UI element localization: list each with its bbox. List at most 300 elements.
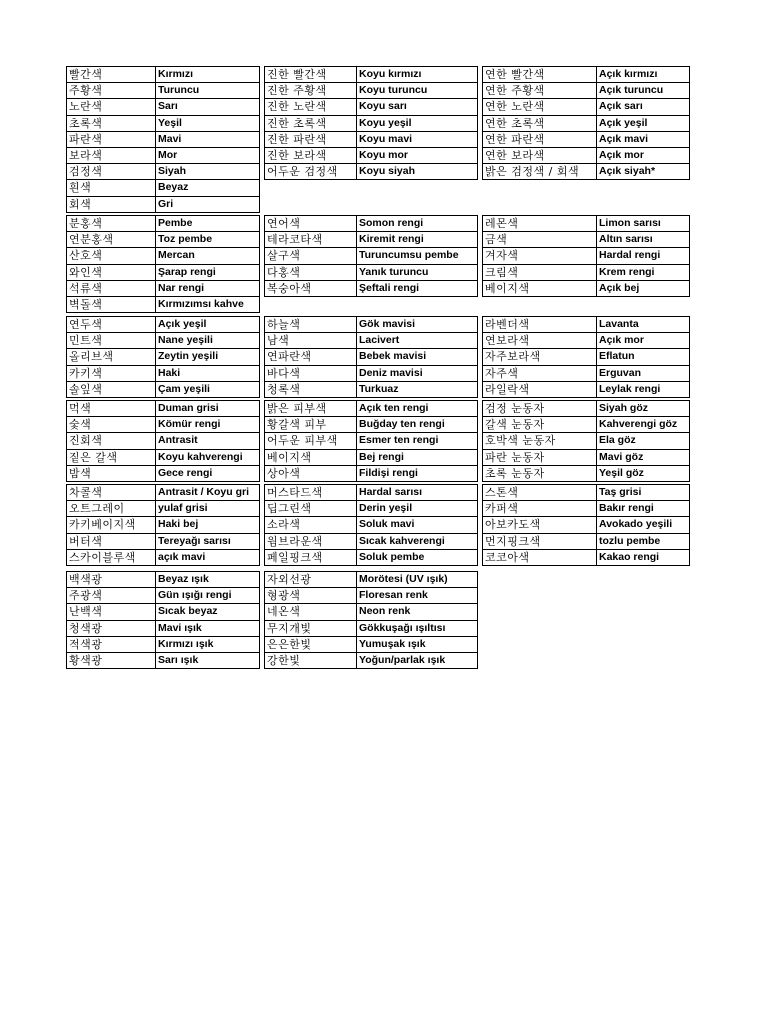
korean-term: 청록색 xyxy=(265,381,357,397)
table-row xyxy=(67,549,260,565)
korean-term: 겨자색 xyxy=(483,248,597,264)
table-row xyxy=(483,517,690,533)
korean-term: 주황색 xyxy=(67,83,156,99)
vocab-table-2-3 xyxy=(482,215,690,297)
korean-term: 분홍색 xyxy=(67,216,156,232)
table-row xyxy=(67,264,260,280)
korean-term: 갈색 눈동자 xyxy=(483,417,597,433)
table-row xyxy=(67,620,260,636)
korean-term: 진회색 xyxy=(67,433,156,449)
turkish-translation: Gece rengi xyxy=(156,465,260,481)
korean-term: 석류색 xyxy=(67,280,156,296)
korean-term: 어두운 피부색 xyxy=(265,433,357,449)
table-row xyxy=(265,604,478,620)
table-row xyxy=(67,433,260,449)
turkish-translation: Sarı ışık xyxy=(156,652,260,668)
korean-term: 상아색 xyxy=(265,465,357,481)
korean-term: 짙은 갈색 xyxy=(67,449,156,465)
table-row xyxy=(483,147,690,163)
table-row xyxy=(67,652,260,668)
table-row xyxy=(265,636,478,652)
table-row xyxy=(67,381,260,397)
turkish-translation: Nar rengi xyxy=(156,280,260,296)
table-row xyxy=(67,115,260,131)
turkish-translation: Açık siyah* xyxy=(597,164,690,180)
table-row xyxy=(483,333,690,349)
korean-term: 연한 주황색 xyxy=(483,83,597,99)
table-row xyxy=(483,99,690,115)
table-row xyxy=(483,232,690,248)
table-row xyxy=(483,216,690,232)
table-row xyxy=(483,401,690,417)
turkish-translation: Koyu siyah xyxy=(357,164,478,180)
korean-term: 버터색 xyxy=(67,533,156,549)
korean-term: 황갈색 피부 xyxy=(265,417,357,433)
korean-term: 형광색 xyxy=(265,588,357,604)
korean-term: 라벤더색 xyxy=(483,317,597,333)
turkish-translation: Neon renk xyxy=(357,604,478,620)
table-row xyxy=(67,485,260,501)
vocab-table-1-1 xyxy=(66,66,260,213)
vocab-table-1-2 xyxy=(264,66,478,180)
korean-term: 머스타드색 xyxy=(265,485,357,501)
turkish-translation: Mavi göz xyxy=(597,449,690,465)
table-row xyxy=(483,533,690,549)
table-row xyxy=(67,99,260,115)
turkish-translation: Çam yeşili xyxy=(156,381,260,397)
table-row xyxy=(67,216,260,232)
turkish-translation: Somon rengi xyxy=(357,216,478,232)
korean-term: 와인색 xyxy=(67,264,156,280)
turkish-translation: Sıcak beyaz xyxy=(156,604,260,620)
korean-term: 진한 빨간색 xyxy=(265,67,357,83)
turkish-translation: Kakao rengi xyxy=(597,549,690,565)
table-row xyxy=(265,216,478,232)
table-row xyxy=(265,401,478,417)
turkish-translation: Tereyağı sarısı xyxy=(156,533,260,549)
table-row xyxy=(265,449,478,465)
turkish-translation: Haki xyxy=(156,365,260,381)
turkish-translation: Yanık turuncu xyxy=(357,264,478,280)
table-row xyxy=(67,280,260,296)
table-row xyxy=(265,485,478,501)
table-row xyxy=(483,115,690,131)
vocab-table-3-1 xyxy=(66,316,260,398)
table-row xyxy=(265,147,478,163)
table-row xyxy=(67,164,260,180)
table-row xyxy=(265,131,478,147)
turkish-translation: Şarap rengi xyxy=(156,264,260,280)
turkish-translation: Fildişi rengi xyxy=(357,465,478,481)
korean-term: 금색 xyxy=(483,232,597,248)
korean-term: 연한 노란색 xyxy=(483,99,597,115)
turkish-translation: Siyah göz xyxy=(597,401,690,417)
korean-term: 스카이블루색 xyxy=(67,549,156,565)
vocab-table-1-3 xyxy=(482,66,690,180)
korean-term: 먼지핑크색 xyxy=(483,533,597,549)
korean-term: 자주보라색 xyxy=(483,349,597,365)
table-row xyxy=(265,533,478,549)
korean-term: 보라색 xyxy=(67,147,156,163)
korean-term: 테라코타색 xyxy=(265,232,357,248)
table-row xyxy=(67,465,260,481)
turkish-translation: Ela göz xyxy=(597,433,690,449)
korean-term: 하늘색 xyxy=(265,317,357,333)
korean-term: 어두운 검정색 xyxy=(265,164,357,180)
table-row xyxy=(265,67,478,83)
table-row xyxy=(67,604,260,620)
korean-term: 웜브라운색 xyxy=(265,533,357,549)
turkish-translation: Açık bej xyxy=(597,280,690,296)
turkish-translation: Mavi xyxy=(156,131,260,147)
korean-term: 레몬색 xyxy=(483,216,597,232)
korean-term: 카키베이지색 xyxy=(67,517,156,533)
table-row xyxy=(265,365,478,381)
turkish-translation: Kırmızı ışık xyxy=(156,636,260,652)
turkish-translation: Soluk pembe xyxy=(357,549,478,565)
turkish-translation: Bakır rengi xyxy=(597,501,690,517)
turkish-translation: açık mavi xyxy=(156,549,260,565)
korean-term: 파란 눈동자 xyxy=(483,449,597,465)
turkish-translation: Açık sarı xyxy=(597,99,690,115)
turkish-translation: Toz pembe xyxy=(156,232,260,248)
turkish-translation: Mavi ışık xyxy=(156,620,260,636)
table-row xyxy=(67,232,260,248)
turkish-translation: tozlu pembe xyxy=(597,533,690,549)
table-row xyxy=(483,264,690,280)
vocab-table-4-3 xyxy=(482,400,690,482)
turkish-translation: Koyu mor xyxy=(357,147,478,163)
table-row xyxy=(483,465,690,481)
turkish-translation: Krem rengi xyxy=(597,264,690,280)
korean-term: 카키색 xyxy=(67,365,156,381)
korean-term: 소라색 xyxy=(265,517,357,533)
korean-term: 연한 보라색 xyxy=(483,147,597,163)
korean-term: 올리브색 xyxy=(67,349,156,365)
table-row xyxy=(265,164,478,180)
table-row xyxy=(265,248,478,264)
table-row xyxy=(483,248,690,264)
table-row xyxy=(67,588,260,604)
korean-term: 진한 파란색 xyxy=(265,131,357,147)
table-row xyxy=(483,381,690,397)
turkish-translation: Hardal sarısı xyxy=(357,485,478,501)
turkish-translation: Beyaz ışık xyxy=(156,572,260,588)
table-row xyxy=(483,164,690,180)
korean-term: 은은한빛 xyxy=(265,636,357,652)
turkish-translation: yulaf grisi xyxy=(156,501,260,517)
table-row xyxy=(265,83,478,99)
table-row xyxy=(265,588,478,604)
table-row xyxy=(265,549,478,565)
turkish-translation: Hardal rengi xyxy=(597,248,690,264)
korean-term: 연두색 xyxy=(67,317,156,333)
turkish-translation: Buğday ten rengi xyxy=(357,417,478,433)
korean-term: 밝은 검정색 / 회색 xyxy=(483,164,597,180)
turkish-translation: Yoğun/parlak ışık xyxy=(357,652,478,668)
turkish-translation: Taş grisi xyxy=(597,485,690,501)
turkish-translation: Koyu yeşil xyxy=(357,115,478,131)
table-row xyxy=(265,349,478,365)
table-row xyxy=(67,401,260,417)
korean-term: 진한 초록색 xyxy=(265,115,357,131)
turkish-translation: Esmer ten rengi xyxy=(357,433,478,449)
table-row xyxy=(483,67,690,83)
turkish-translation: Bej rengi xyxy=(357,449,478,465)
turkish-translation: Kırmızımsı kahve xyxy=(156,296,260,312)
turkish-translation: Kahverengi göz xyxy=(597,417,690,433)
turkish-translation: Koyu kahverengi xyxy=(156,449,260,465)
table-row xyxy=(265,501,478,517)
turkish-translation: Morötesi (UV ışık) xyxy=(357,572,478,588)
korean-term: 페일핑크색 xyxy=(265,549,357,565)
korean-term: 베이지색 xyxy=(483,280,597,296)
korean-term: 진한 보라색 xyxy=(265,147,357,163)
korean-term: 아보카도색 xyxy=(483,517,597,533)
korean-term: 진한 주황색 xyxy=(265,83,357,99)
turkish-translation: Yeşil xyxy=(156,115,260,131)
korean-term: 복숭아색 xyxy=(265,280,357,296)
korean-term: 네온색 xyxy=(265,604,357,620)
turkish-translation: Koyu kırmızı xyxy=(357,67,478,83)
turkish-translation: Sarı xyxy=(156,99,260,115)
vocab-table-2-2 xyxy=(264,215,478,297)
turkish-translation: Açık yeşil xyxy=(156,317,260,333)
table-row xyxy=(265,517,478,533)
table-row xyxy=(483,280,690,296)
korean-term: 크림색 xyxy=(483,264,597,280)
turkish-translation: Açık mavi xyxy=(597,131,690,147)
vocab-table-3-3 xyxy=(482,316,690,398)
korean-term: 검정 눈동자 xyxy=(483,401,597,417)
turkish-translation: Lacivert xyxy=(357,333,478,349)
korean-term: 연파란색 xyxy=(265,349,357,365)
korean-term: 솔잎색 xyxy=(67,381,156,397)
table-row xyxy=(67,317,260,333)
korean-term: 베이지색 xyxy=(265,449,357,465)
table-row xyxy=(67,333,260,349)
table-row xyxy=(483,131,690,147)
turkish-translation: Açık mor xyxy=(597,333,690,349)
table-row xyxy=(67,147,260,163)
korean-term: 먹색 xyxy=(67,401,156,417)
turkish-translation: Deniz mavisi xyxy=(357,365,478,381)
korean-term: 무지개빛 xyxy=(265,620,357,636)
turkish-translation: Turkuaz xyxy=(357,381,478,397)
table-row xyxy=(67,365,260,381)
korean-term: 연한 파란색 xyxy=(483,131,597,147)
korean-term: 연한 초록색 xyxy=(483,115,597,131)
korean-term: 스톤색 xyxy=(483,485,597,501)
turkish-translation: Derin yeşil xyxy=(357,501,478,517)
table-row xyxy=(67,517,260,533)
korean-term: 연어색 xyxy=(265,216,357,232)
korean-term: 다홍색 xyxy=(265,264,357,280)
table-row xyxy=(265,620,478,636)
table-row xyxy=(483,349,690,365)
turkish-translation: Erguvan xyxy=(597,365,690,381)
turkish-translation: Yeşil göz xyxy=(597,465,690,481)
table-row xyxy=(67,196,260,212)
table-row xyxy=(67,180,260,196)
korean-term: 밤색 xyxy=(67,465,156,481)
turkish-translation: Nane yeşili xyxy=(156,333,260,349)
table-row xyxy=(265,465,478,481)
table-row xyxy=(483,417,690,433)
table-row xyxy=(483,365,690,381)
turkish-translation: Bebek mavisi xyxy=(357,349,478,365)
table-row xyxy=(67,349,260,365)
korean-term: 초록 눈동자 xyxy=(483,465,597,481)
korean-term: 검정색 xyxy=(67,164,156,180)
turkish-translation: Turuncumsu pembe xyxy=(357,248,478,264)
korean-term: 강한빛 xyxy=(265,652,357,668)
turkish-translation: Kiremit rengi xyxy=(357,232,478,248)
turkish-translation: Açık ten rengi xyxy=(357,401,478,417)
table-row xyxy=(67,533,260,549)
turkish-translation: Koyu sarı xyxy=(357,99,478,115)
table-row xyxy=(483,83,690,99)
korean-term: 주광색 xyxy=(67,588,156,604)
korean-term: 황색광 xyxy=(67,652,156,668)
korean-term: 살구색 xyxy=(265,248,357,264)
table-row xyxy=(265,381,478,397)
korean-term: 벽돌색 xyxy=(67,296,156,312)
korean-term: 오트그레이 xyxy=(67,501,156,517)
turkish-translation: Leylak rengi xyxy=(597,381,690,397)
turkish-translation: Zeytin yeşili xyxy=(156,349,260,365)
turkish-translation: Sıcak kahverengi xyxy=(357,533,478,549)
korean-term: 난백색 xyxy=(67,604,156,620)
korean-term: 코코아색 xyxy=(483,549,597,565)
korean-term: 산호색 xyxy=(67,248,156,264)
korean-term: 백색광 xyxy=(67,572,156,588)
turkish-translation: Yumuşak ışık xyxy=(357,636,478,652)
turkish-translation: Limon sarısı xyxy=(597,216,690,232)
turkish-translation: Gökkuşağı ışıltısı xyxy=(357,620,478,636)
vocab-table-4-1 xyxy=(66,400,260,482)
table-row xyxy=(67,572,260,588)
korean-term: 바다색 xyxy=(265,365,357,381)
korean-term: 차콜색 xyxy=(67,485,156,501)
korean-term: 호박색 눈동자 xyxy=(483,433,597,449)
table-row xyxy=(67,67,260,83)
turkish-translation: Şeftali rengi xyxy=(357,280,478,296)
table-row xyxy=(483,449,690,465)
korean-term: 민트색 xyxy=(67,333,156,349)
korean-term: 자외선광 xyxy=(265,572,357,588)
turkish-translation: Gün ışığı rengi xyxy=(156,588,260,604)
table-row xyxy=(265,652,478,668)
table-row xyxy=(483,317,690,333)
turkish-translation: Avokado yeşili xyxy=(597,517,690,533)
turkish-translation: Gök mavisi xyxy=(357,317,478,333)
turkish-translation: Gri xyxy=(156,196,260,212)
turkish-translation: Eflatun xyxy=(597,349,690,365)
vocab-table-5-1 xyxy=(66,484,260,566)
turkish-translation: Lavanta xyxy=(597,317,690,333)
turkish-translation: Antrasit xyxy=(156,433,260,449)
turkish-translation: Koyu mavi xyxy=(357,131,478,147)
turkish-translation: Açık kırmızı xyxy=(597,67,690,83)
table-row xyxy=(483,485,690,501)
table-row xyxy=(265,433,478,449)
table-row xyxy=(483,433,690,449)
korean-term: 자주색 xyxy=(483,365,597,381)
table-row xyxy=(67,296,260,312)
vocab-table-2-1 xyxy=(66,215,260,313)
table-row xyxy=(265,572,478,588)
korean-term: 딥그린색 xyxy=(265,501,357,517)
table-row xyxy=(67,131,260,147)
turkish-translation: Açık turuncu xyxy=(597,83,690,99)
turkish-translation: Koyu turuncu xyxy=(357,83,478,99)
table-row xyxy=(265,232,478,248)
table-row xyxy=(67,636,260,652)
turkish-translation: Mor xyxy=(156,147,260,163)
korean-term: 밝은 피부색 xyxy=(265,401,357,417)
turkish-translation: Kömür rengi xyxy=(156,417,260,433)
turkish-translation: Duman grisi xyxy=(156,401,260,417)
turkish-translation: Altın sarısı xyxy=(597,232,690,248)
table-row xyxy=(265,264,478,280)
table-row xyxy=(265,317,478,333)
turkish-translation: Açık yeşil xyxy=(597,115,690,131)
table-row xyxy=(67,417,260,433)
table-row xyxy=(265,115,478,131)
korean-term: 적색광 xyxy=(67,636,156,652)
turkish-translation: Mercan xyxy=(156,248,260,264)
korean-term: 남색 xyxy=(265,333,357,349)
turkish-translation: Kırmızı xyxy=(156,67,260,83)
korean-term: 청색광 xyxy=(67,620,156,636)
korean-term: 라일락색 xyxy=(483,381,597,397)
vocab-table-5-2 xyxy=(264,484,478,566)
korean-term: 연한 빨간색 xyxy=(483,67,597,83)
vocab-table-3-2 xyxy=(264,316,478,398)
table-row xyxy=(67,501,260,517)
turkish-translation: Beyaz xyxy=(156,180,260,196)
turkish-translation: Antrasit / Koyu gri xyxy=(156,485,260,501)
table-row xyxy=(265,280,478,296)
vocab-table-6-1 xyxy=(66,571,260,669)
vocab-table-5-3 xyxy=(482,484,690,566)
table-row xyxy=(265,417,478,433)
korean-term: 진한 노란색 xyxy=(265,99,357,115)
table-row xyxy=(483,501,690,517)
table-row xyxy=(67,248,260,264)
table-row xyxy=(67,449,260,465)
turkish-translation: Pembe xyxy=(156,216,260,232)
korean-term: 흰색 xyxy=(67,180,156,196)
korean-term: 초록색 xyxy=(67,115,156,131)
korean-term: 파란색 xyxy=(67,131,156,147)
turkish-translation: Floresan renk xyxy=(357,588,478,604)
table-row xyxy=(67,83,260,99)
table-row xyxy=(483,549,690,565)
korean-term: 노란색 xyxy=(67,99,156,115)
korean-term: 회색 xyxy=(67,196,156,212)
turkish-translation: Haki bej xyxy=(156,517,260,533)
vocab-table-4-2 xyxy=(264,400,478,482)
korean-term: 빨간색 xyxy=(67,67,156,83)
vocab-table-6-2 xyxy=(264,571,478,669)
korean-term: 숯색 xyxy=(67,417,156,433)
table-row xyxy=(265,333,478,349)
turkish-translation: Soluk mavi xyxy=(357,517,478,533)
korean-term: 연분홍색 xyxy=(67,232,156,248)
turkish-translation: Turuncu xyxy=(156,83,260,99)
